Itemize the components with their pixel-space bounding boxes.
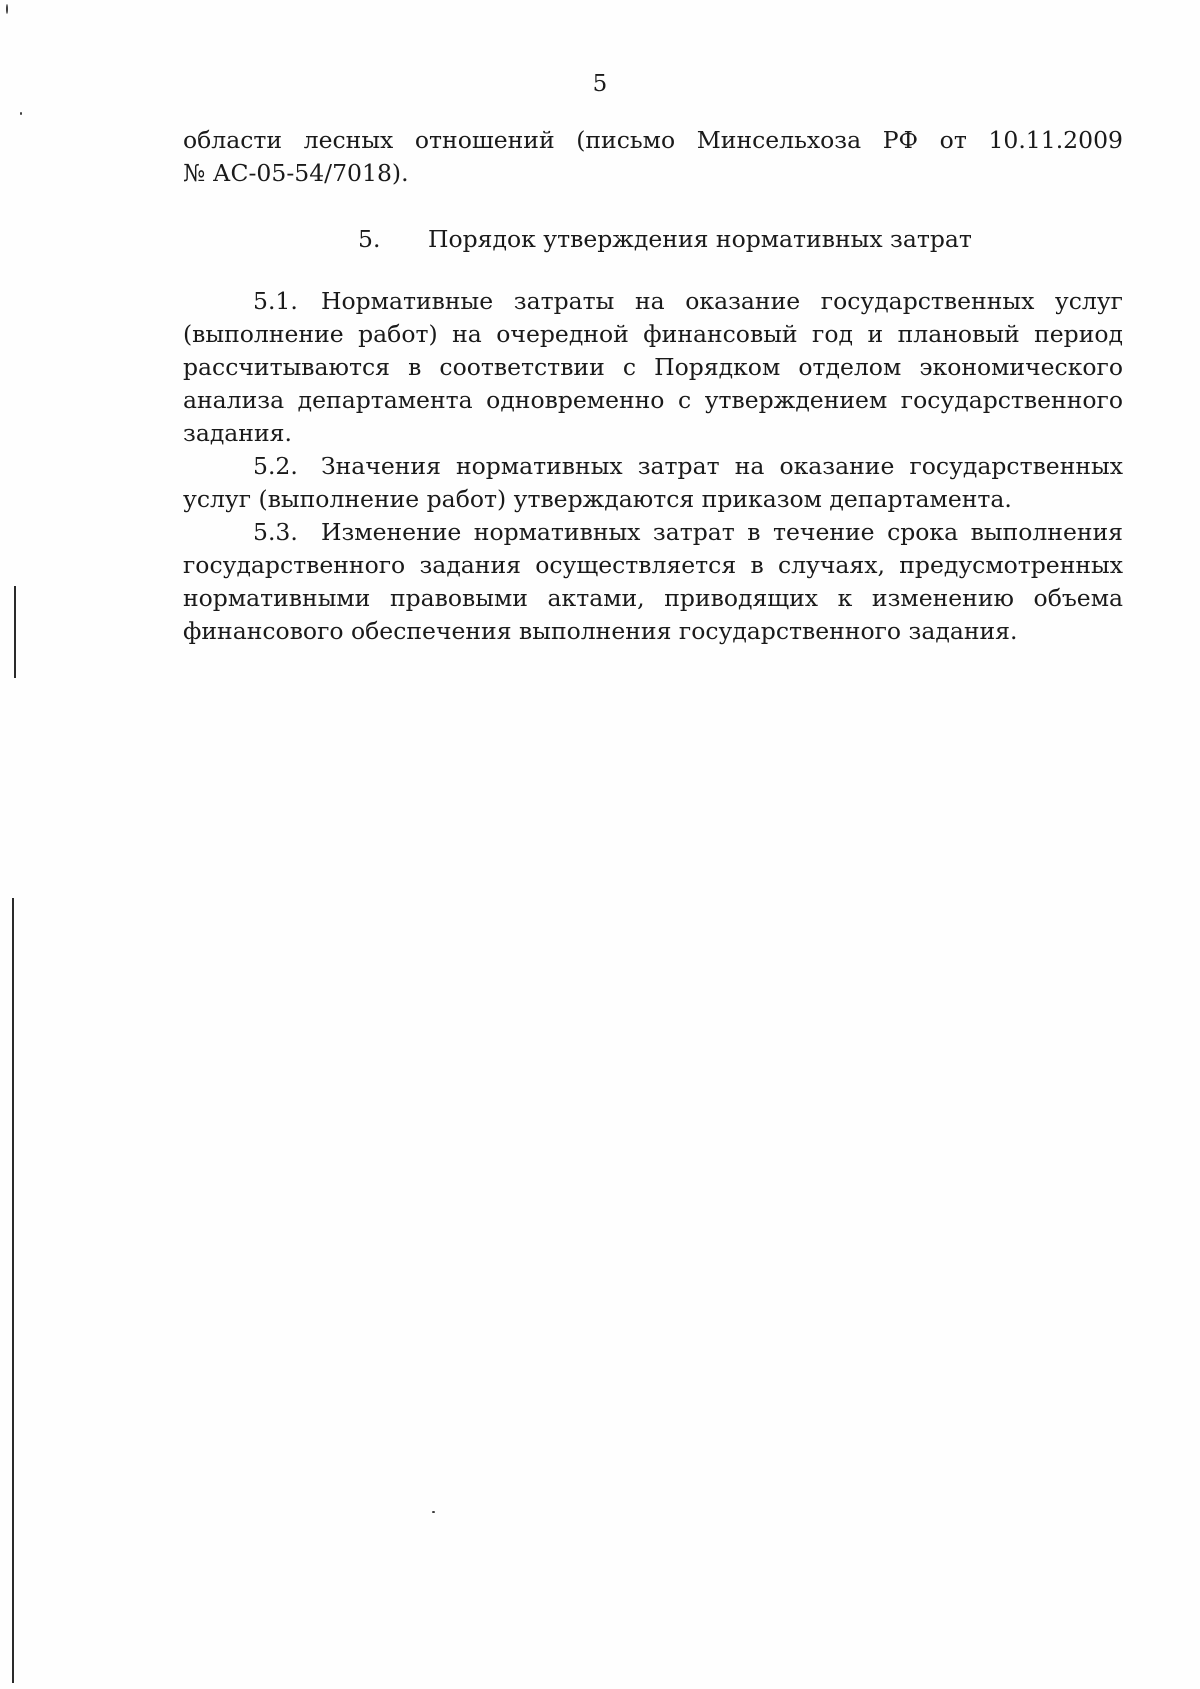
item-text: Изменение нормативных затрат в течение срока выполнения государственного задания осуществляется в случаях, предусмотренных нормативными правовыми актами, приводящих к изменению объема финансового обеспечения выполнения государственного задания. <box>183 518 1123 645</box>
item-number: 5.2. <box>253 452 298 480</box>
scan-artifact-line-2 <box>12 898 14 1683</box>
section-title: Порядок утверждения нормативных затрат <box>428 225 972 253</box>
section-heading <box>183 223 1123 256</box>
scan-artifact-dot-1 <box>6 4 8 14</box>
scan-artifact-dot-3 <box>432 1511 435 1513</box>
item-text: Значения нормативных затрат на оказание государственных услуг (выполнение работ) утверждаются приказом департамента. <box>183 452 1123 513</box>
item-5-1 <box>183 285 1123 450</box>
item-5-2 <box>183 450 1123 516</box>
scan-artifact-dot-2 <box>20 112 22 115</box>
document-body <box>183 124 1123 648</box>
item-number: 5.1. <box>253 287 298 315</box>
scan-artifact-line-1 <box>14 586 16 678</box>
intro-paragraph-end <box>183 157 1123 190</box>
page-number: 5 <box>592 71 608 97</box>
item-text: Нормативные затраты на оказание государственных услуг (выполнение работ) на очередной финансовый год и плановый период рассчитываются в соответствии с Порядком отделом экономического анализа департамента одновременно с утверждением государственного задания. <box>183 287 1123 447</box>
intro-line-2: № АС-05-54/7018). <box>183 159 409 187</box>
item-5-3 <box>183 516 1123 648</box>
intro-line-1: области лесных отношений (письмо Минсельхоза РФ от 10.11.2009 <box>183 126 1123 154</box>
section-number: 5. <box>358 225 381 253</box>
intro-paragraph <box>183 124 1123 157</box>
item-number: 5.3. <box>253 518 298 546</box>
